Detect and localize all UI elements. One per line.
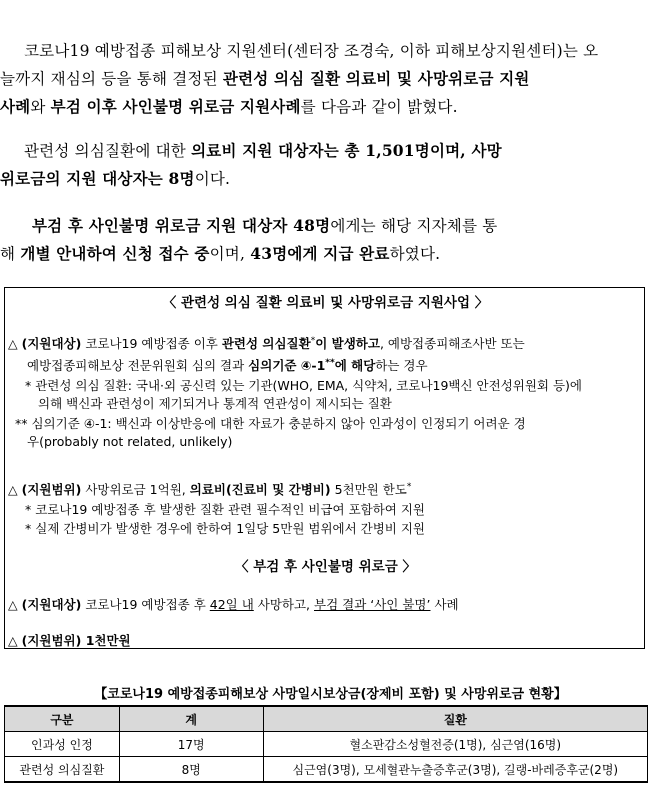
bold-text: 부검 후 사인불명 위로금 지원 대상자 48명 [32,216,331,235]
text: 에게는 해당 지자체를 통 [330,217,498,235]
bold-text: 이 발생하고 [315,336,380,351]
text: 사례 [430,597,459,612]
text: 예방접종피해보상 전문위원회 심의 결과 [27,358,249,373]
column-header-category: 구분 [5,706,120,732]
section-2-note-2: * 실제 간병비가 발생한 경우에 한하여 1일당 5만원 범위에서 간병비 지원 [25,521,425,536]
footnote-mark: * [406,481,412,492]
table-row [5,732,648,757]
paragraph-1 [0,37,661,121]
text: 5천만원 한도 [330,482,407,497]
text: 하는 경우 [375,358,428,373]
column-header-total: 계 [119,706,263,732]
box-header-1: 〈 관련성 의심 질환 의료비 및 사망위로금 지원사업 〉 [162,295,489,311]
bold-text: 의료비(진료비 및 간병비) [189,482,331,497]
paragraph-1-line-3 [0,93,661,121]
bold-text: 에 해당 [334,358,376,373]
text: 코로나19 예방접종 후 [81,597,210,612]
bold-text: 관련성 의심질환 [221,336,311,351]
text: 코로나19 예방접종 피해보상 지원센터(센터장 조경숙, 이하 피해보상지원센터)는 오 [24,42,599,60]
text: 하였다. [389,245,441,263]
paragraph-2-line-1 [0,137,661,165]
box-header-2: 〈 부검 후 사인불명 위로금 〉 [235,559,416,575]
text: 관련성 의심질환에 대한 [24,142,192,160]
text: 와 [30,98,51,116]
underlined-text: 42일 내 [209,597,254,612]
table-title: 【코로나19 예방접종피해보상 사망일시보상금(장제비 포함) 및 사망위로금 현황】 [94,687,567,702]
section-label: (지원대상) [21,597,82,612]
section-2-note-1: * 코로나19 예방접종 후 발생한 질환 관련 필수적인 비급여 포함하여 지원 [25,502,425,517]
bold-text: 1천만원 [81,633,131,648]
section-label: (지원대상) [21,336,82,351]
table-cell: 혈소판감소성혈전증(1명), 심근염(16명) [263,732,647,757]
text: 이며, [209,245,251,263]
text: 늘까지 재심의 등을 통해 결정된 [0,70,223,88]
paragraph-2 [0,137,661,193]
bold-text: 관련성 의심 질환 의료비 및 사망위로금 지원 [222,69,530,88]
text: 를 다음과 같이 밝혔다. [300,98,458,116]
footnote-mark: * [310,335,316,346]
triangle-marker: △ [8,633,18,648]
bold-text: 43명에게 지급 완료 [250,244,390,263]
section-4-line [8,631,131,649]
bold-text: 심의기준 ④-1 [248,358,326,373]
bold-text: 사례 [0,97,31,116]
paragraph-3-line-2 [0,240,661,268]
table-cell: 8명 [119,757,263,783]
section-label: (지원범위) [21,482,82,497]
text: 사망하고, [253,597,315,612]
triangle-marker: △ [8,597,18,612]
bold-text: 개별 안내하여 신청 접수 중 [20,244,210,263]
column-header-disease: 질환 [263,706,647,732]
table-cell: 심근염(3명), 모세혈관누출증후군(3명), 길랭-바레증후군(2명) [263,757,647,783]
paragraph-2-line-2 [0,165,661,193]
footnote-mark: ** [325,357,335,368]
text: 이다. [194,170,231,188]
support-program-box [4,287,645,649]
paragraph-1-line-1 [0,37,661,65]
table-cell: 17명 [119,732,263,757]
table-cell: 관련성 의심질환 [5,757,120,783]
triangle-marker: △ [8,482,18,497]
paragraph-3 [0,212,661,268]
underlined-text: 부검 결과 ‘사인 불명’ [314,597,431,612]
section-1-line-2 [27,356,428,374]
table-row [5,757,648,783]
text: , 예방접종피해조사반 또는 [379,336,525,351]
footnote-2-line-1: ** 심의기준 ④-1: 백신과 이상반응에 대한 자료가 충분하지 않아 인과성이 인정되기 어려운 경 [15,416,526,431]
footnote-1-line-2: 의해 백신과 관련성이 제기되거나 통계적 연관성이 제시되는 질환 [38,396,392,411]
bold-text: 부검 이후 사인불명 위로금 지원사례 [50,97,301,116]
paragraph-1-line-2 [0,65,661,93]
table-header-row [5,706,648,732]
triangle-marker: △ [8,336,18,351]
compensation-table [4,705,648,783]
section-3-line [8,595,459,613]
text: 해 [0,245,21,263]
text: 코로나19 예방접종 이후 [81,336,222,351]
paragraph-3-line-1 [0,212,661,240]
section-2-line-1 [8,480,411,498]
bold-text: 위로금의 지원 대상자는 8명 [0,169,195,188]
section-label: (지원범위) [21,633,82,648]
table-cell: 인과성 인정 [5,732,120,757]
section-1-line-1 [8,334,525,352]
footnote-2-line-2: 우(probably not related, unlikely) [27,434,233,449]
text: 사망위로금 1억원, [81,482,190,497]
bold-text: 의료비 지원 대상자는 총 1,501명이며, 사망 [191,141,502,160]
footnote-1-line-1: * 관련성 의심 질환: 국내·외 공신력 있는 기관(WHO, EMA, 식약처, 코로나19백신 안전성위원회 등)에 [25,378,583,393]
